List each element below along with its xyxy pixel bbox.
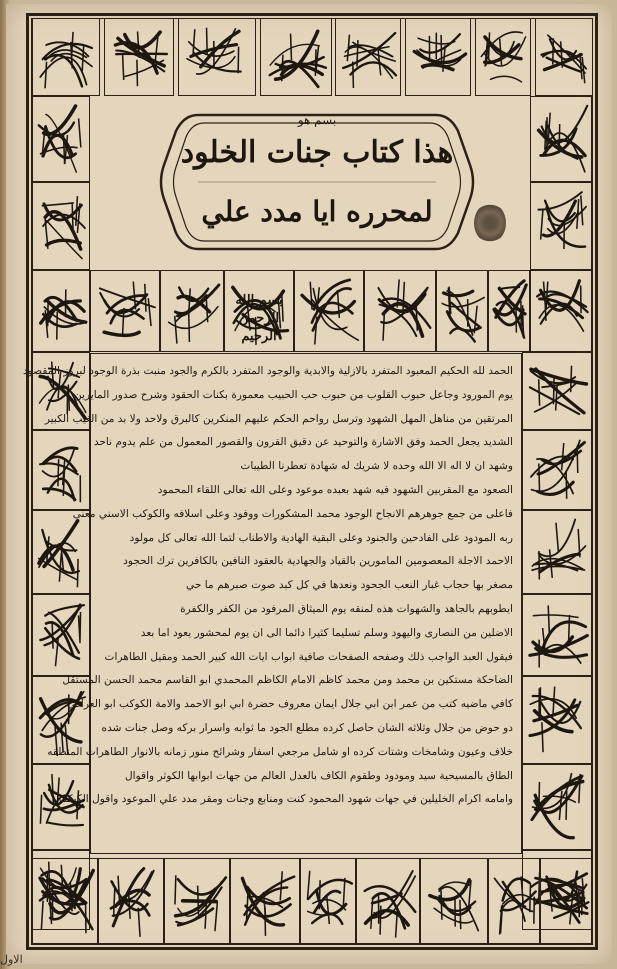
calligraphy-cell — [364, 270, 436, 352]
text-line-11: ايطوبهم بالجاهد والشهوات هذه لمنقه يوم الميثاق المرفود من الكفر والكفرة — [180, 602, 513, 615]
cartouche-head: بسم هو — [297, 113, 337, 127]
calligraphy-cell — [160, 270, 224, 352]
calligraphy-alif — [123, 53, 124, 80]
body-text-block — [22, 353, 522, 854]
calligraphy-stroke — [533, 615, 578, 617]
calligraphy-alif — [521, 876, 523, 905]
text-line-16: دو حوض من جلال وثلاثه الشان حاصل كرده مطلع الجود ما ثوابه واسرار بركه وصل جنات شده — [101, 721, 513, 734]
calligraphy-alif — [291, 34, 292, 61]
calligraphy-cell — [540, 858, 592, 944]
text-line-2: يوم المورود وجاعل حبوب القلوب من حبوب حب الحبيب معمورة بكنات الحقود وشرح صدور المايرين — [73, 388, 513, 401]
calligraphy-alif — [460, 900, 461, 929]
calligraphy-alif — [343, 878, 345, 907]
calligraphy-alif — [580, 53, 582, 79]
calligraphy-alif — [543, 282, 545, 310]
calligraphy-strokes — [437, 271, 487, 351]
calligraphy-stroke — [536, 369, 584, 413]
calligraphy-stroke — [47, 822, 83, 825]
text-line-14: الضاحكة مستكين بن محمد ومن محمد كاظم الامام الكاظم المحمدي ابو القاسم محمد الحسن المستقل — [62, 674, 513, 687]
calligraphy-cell — [260, 18, 332, 96]
calligraphy-cell — [335, 18, 401, 96]
calligraphy-alif — [137, 60, 138, 87]
calligraphy-strokes — [406, 19, 470, 95]
calligraphy-strokes — [231, 859, 299, 943]
calligraphy-cell — [522, 430, 592, 510]
calligraphy-strokes — [531, 183, 591, 269]
calligraphy-alif — [319, 880, 320, 909]
calligraphy-alif — [566, 791, 567, 820]
calligraphy-alif — [546, 282, 548, 310]
calligraphy-cell — [32, 594, 90, 676]
calligraphy-alif — [145, 284, 146, 312]
calligraphy-cell — [405, 18, 471, 96]
basmala-text: بسم الله الرحمن الرحيم — [235, 293, 283, 344]
calligraphy-cell — [32, 96, 90, 182]
calligraphy-alif — [189, 314, 190, 342]
calligraphy-alif — [545, 121, 546, 150]
calligraphy-stroke — [42, 203, 73, 206]
calligraphy-alif — [357, 40, 358, 66]
calligraphy-alif — [553, 378, 554, 405]
calligraphy-strokes — [33, 431, 89, 509]
calligraphy-alif — [383, 313, 384, 341]
calligraphy-cell — [178, 18, 256, 96]
calligraphy-strokes — [523, 353, 591, 429]
calligraphy-alif — [77, 559, 78, 587]
calligraphy-strokes — [365, 271, 435, 351]
calligraphy-strokes — [33, 595, 89, 675]
text-line-17: خلاف وعيون وشامخات وشتات كرده او شامل مرجعي اسفار وشرائح منور زمانه بالانوار الطاهرات المنطقه — [47, 745, 513, 758]
title-cartouche — [158, 107, 476, 257]
calligraphy-strokes — [523, 595, 591, 675]
calligraphy-alif — [562, 443, 564, 470]
calligraphy-strokes — [99, 859, 163, 943]
calligraphy-stroke — [490, 76, 521, 82]
calligraphy-alif — [198, 886, 199, 915]
calligraphy-strokes — [421, 859, 487, 943]
owner-seal — [474, 203, 506, 243]
calligraphy-alif — [353, 62, 354, 88]
calligraphy-cell — [522, 510, 592, 594]
text-line-4: الشديد يجعل الحمد وفق الاشارة والتوحيد عن دقيق القرون والقصور المعمول من علم يدوم ناحد — [93, 436, 513, 449]
calligraphy-strokes — [357, 859, 419, 943]
calligraphy-stroke — [125, 32, 160, 48]
calligraphy-alif — [489, 32, 490, 58]
calligraphy-alif — [68, 385, 69, 411]
calligraphy-cell — [522, 764, 592, 850]
calligraphy-strokes — [165, 859, 229, 943]
text-line-15: كافي ماضيه كتب من عمر ابن ابي جلال ايمان معروف حضرة ابي ابو الاحمد والامة الكوكب ابو العراقي — [66, 698, 513, 711]
calligraphy-alif — [548, 605, 549, 633]
calligraphy-alif — [215, 902, 217, 931]
calligraphy-strokes — [476, 19, 530, 95]
calligraphy-strokes — [301, 859, 355, 943]
calligraphy-stroke — [116, 54, 167, 55]
calligraphy-cell — [164, 858, 230, 944]
calligraphy-cell — [32, 858, 98, 944]
calligraphy-alif — [79, 118, 81, 147]
calligraphy-alif — [371, 900, 373, 929]
calligraphy-alif — [416, 303, 417, 331]
calligraphy-alif — [542, 722, 543, 752]
calligraphy-strokes — [523, 511, 591, 593]
calligraphy-strokes — [33, 271, 89, 351]
calligraphy-alif — [539, 463, 540, 490]
calligraphy-strokes — [523, 765, 591, 849]
calligraphy-cell — [32, 430, 90, 510]
calligraphy-alif — [280, 871, 282, 900]
calligraphy-cell — [475, 18, 531, 96]
calligraphy-alif — [380, 906, 381, 935]
text-line-9: الاحمد الاجلة المعصومين المامورين بالقياد والجهادية بالعقود النافين بالكافرين ترك الحجود — [123, 555, 513, 568]
calligraphy-alif — [566, 472, 567, 499]
calligraphy-strokes — [541, 859, 591, 943]
text-line-6: الصعود مع المقربين الشهود فيه شهد بعبده موعود وعلى الله تعالى اللقاء المحمود — [157, 483, 513, 496]
calligraphy-strokes — [531, 271, 591, 351]
calligraphy-alif — [175, 875, 176, 904]
calligraphy-alif — [52, 774, 53, 803]
calligraphy-cell — [522, 352, 592, 430]
calligraphy-cell — [300, 858, 356, 944]
text-line-7: فاعلى من جمع جوهرهم الانجاح الوجود محمد المشكورات ووفود وعلى اسلافه والكوكب الاسني معنى — [72, 507, 513, 520]
calligraphy-strokes — [261, 19, 331, 95]
calligraphy-alif — [193, 29, 195, 56]
calligraphy-cell — [104, 18, 174, 96]
calligraphy-stroke — [104, 332, 139, 335]
calligraphy-cell — [230, 858, 300, 944]
calligraphy-cell — [488, 858, 540, 944]
calligraphy-cell — [436, 270, 488, 352]
text-line-1: الحمد لله الحكيم المعبود المتفرد بالازلية والابدية والوجود المتفرد بالكرم والجود منبت بذرة الوجود لبروز المقصود — [22, 365, 513, 377]
calligraphy-stroke — [439, 887, 478, 931]
calligraphy-cell — [32, 18, 100, 96]
text-line-3: المرتقين من مناهل المهل الشهود وترسل رواحم الحكم عليهم المنكرين كالبرق ولاحد ولا بد من الغيب الكبير — [44, 412, 513, 425]
calligraphy-alif — [548, 113, 550, 142]
calligraphy-stroke — [46, 622, 73, 655]
calligraphy-cell — [90, 270, 160, 352]
calligraphy-alif — [582, 886, 583, 915]
calligraphy-alif — [40, 795, 41, 824]
calligraphy-alif — [48, 299, 49, 327]
calligraphy-stroke — [44, 106, 76, 134]
calligraphy-strokes — [523, 677, 591, 763]
calligraphy-strokes — [91, 271, 159, 351]
footer-mark: الاول — [0, 953, 23, 966]
calligraphy-strokes — [33, 183, 89, 269]
calligraphy-cell — [356, 858, 420, 944]
calligraphy-alif — [207, 28, 208, 55]
calligraphy-alif — [118, 876, 120, 905]
text-line-19: وامامه اكرام الخليلين في جهات شهود المحمود كنت ومنابع وجنات ومقر مدد علي الموعود واقول الكيكس — [54, 793, 513, 806]
calligraphy-strokes — [295, 271, 363, 351]
calligraphy-alif — [155, 37, 158, 64]
calligraphy-cell — [530, 96, 592, 182]
calligraphy-cell — [530, 270, 592, 352]
cartouche-outline — [158, 107, 476, 257]
calligraphy-alif — [310, 282, 312, 310]
calligraphy-strokes — [536, 19, 592, 95]
calligraphy-alif — [307, 871, 309, 900]
calligraphy-alif — [347, 35, 349, 61]
calligraphy-strokes — [531, 97, 591, 181]
calligraphy-strokes — [161, 271, 223, 351]
calligraphy-alif — [539, 782, 540, 811]
calligraphy-alif — [315, 317, 317, 345]
text-line-18: الطاق بالمسيحية سيد ومودود وطقوم الكاف بالعدل العالم من جهات ابوابها الكوثر واقوال — [124, 769, 513, 782]
calligraphy-cell — [420, 858, 488, 944]
calligraphy-strokes — [33, 97, 89, 181]
calligraphy-alif — [59, 553, 61, 581]
calligraphy-cell — [294, 270, 364, 352]
calligraphy-alif — [441, 891, 442, 920]
basmala-cell — [224, 272, 294, 350]
calligraphy-alif — [569, 615, 570, 643]
calligraphy-alif — [315, 49, 316, 76]
calligraphy-strokes — [489, 859, 539, 943]
calligraphy-cell — [522, 676, 592, 764]
calligraphy-strokes — [33, 859, 97, 943]
calligraphy-alif — [114, 888, 115, 917]
text-line-13: فيقول العبد الواجب ذلك وصفحه الصفحات صافية ابواب ايات الله كبير الحمد ومقيل الطاهرات — [104, 650, 513, 663]
calligraphy-cell — [530, 182, 592, 270]
calligraphy-alif — [52, 621, 53, 649]
text-line-10: مصغر بها حجاب غبار النعب الجحود ونعدها في كل كبد صوت صبرهم ما حي — [186, 579, 513, 592]
calligraphy-alif — [553, 687, 555, 717]
calligraphy-strokes — [33, 19, 99, 95]
calligraphy-alif — [41, 901, 43, 930]
calligraphy-alif — [82, 45, 84, 71]
text-line-8: ربه المودود على الفادحين والجنود وعلى البقية الهادية والاطناب لتما الله تعالى كل مولود — [129, 531, 513, 544]
calligraphy-stroke — [45, 55, 82, 86]
calligraphy-strokes — [105, 19, 173, 95]
calligraphy-alif — [556, 523, 558, 552]
calligraphy-cell — [488, 270, 530, 352]
calligraphy-alif — [581, 195, 583, 225]
calligraphy-alif — [441, 35, 442, 61]
calligraphy-alif — [539, 379, 540, 406]
calligraphy-strokes — [336, 19, 400, 95]
text-line-21 — [99, 836, 513, 860]
text-line-20 — [99, 812, 513, 836]
calligraphy-strokes — [489, 271, 529, 351]
calligraphy-cell — [535, 18, 593, 96]
calligraphy-cell — [98, 858, 164, 944]
calligraphy-alif — [138, 908, 140, 937]
calligraphy-alif — [577, 446, 578, 473]
book-title: هذا كتاب جنات الخلود — [180, 135, 454, 170]
calligraphy-alif — [45, 62, 47, 88]
text-line-12: الاضلين من النصارى واليهود وسلم تسليما كثيرا دائما الى ان يوم لمحشور يعود اما بعد — [140, 626, 513, 639]
calligraphy-alif — [530, 883, 531, 912]
calligraphy-alif — [58, 459, 59, 486]
calligraphy-alif — [72, 204, 73, 234]
calligraphy-alif — [553, 38, 554, 64]
calligraphy-alif — [148, 298, 151, 326]
book-author: لمحرره ايا مدد علي — [201, 195, 433, 228]
calligraphy-cell — [522, 594, 592, 676]
calligraphy-stroke — [495, 878, 533, 911]
calligraphy-alif — [571, 366, 572, 393]
calligraphy-alif — [577, 199, 579, 229]
calligraphy-cell — [32, 182, 90, 270]
calligraphy-stroke — [47, 240, 81, 245]
calligraphy-alif — [559, 124, 560, 153]
text-line-5: وشهد ان لا اله الا الله وحده لا شريك له شهادة تعطرنا الطيبات — [240, 460, 513, 473]
calligraphy-strokes — [179, 19, 255, 95]
calligraphy-cell — [32, 270, 90, 352]
calligraphy-strokes — [523, 431, 591, 509]
